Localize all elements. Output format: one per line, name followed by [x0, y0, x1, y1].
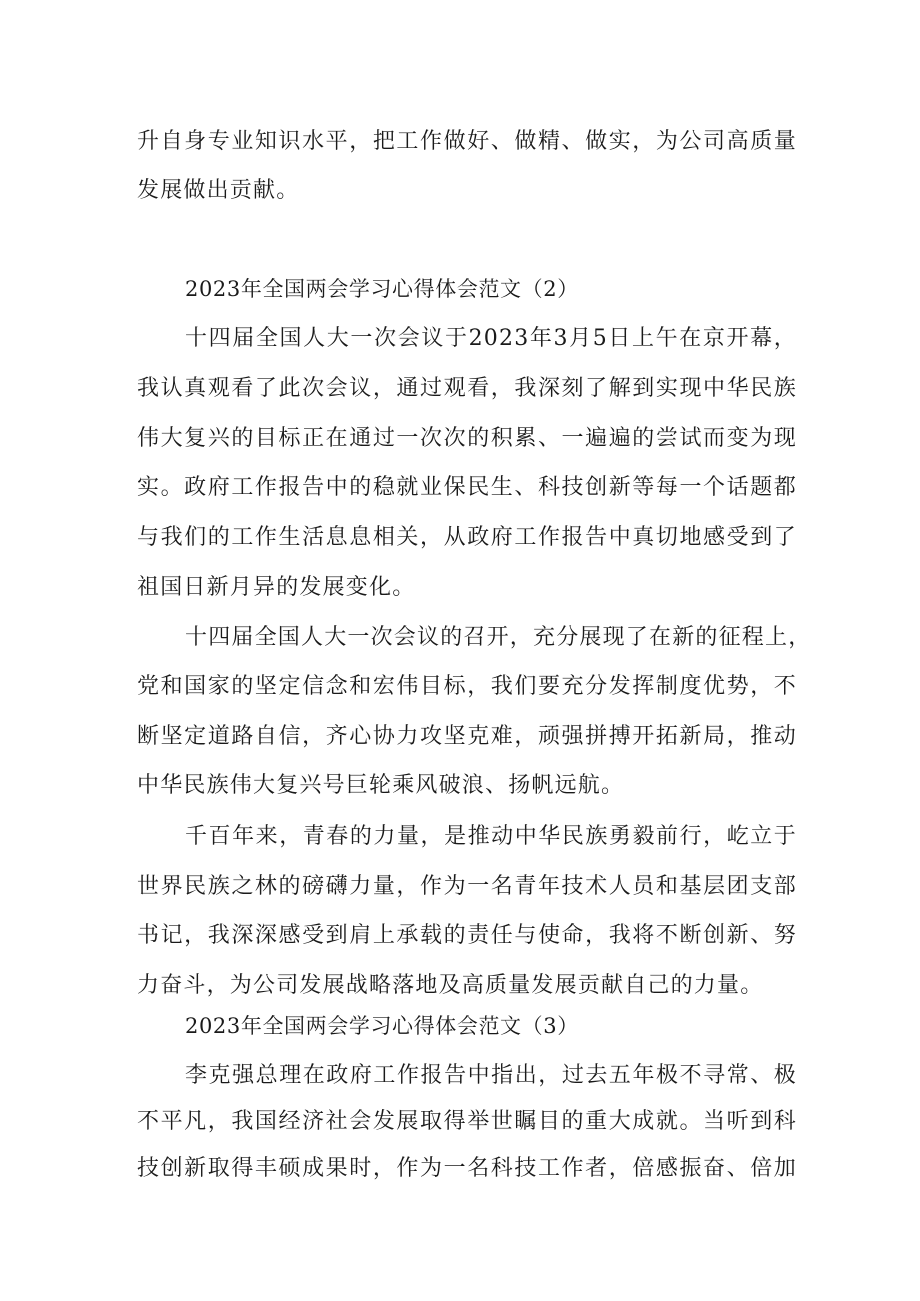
paragraph-0-line-2: 发展做出贡献。: [137, 178, 300, 203]
paragraph-1-line-5: 与我们的工作生活息息相关，从政府工作报告中真切地感受到了: [137, 525, 797, 550]
paragraph-2-line-4: 中华民族伟大复兴号巨轮乘风破浪、扬帆远航。: [137, 773, 625, 798]
paragraph-2-line-1: 十四届全国人大一次会议的召开，充分展现了在新的征程上，: [185, 625, 812, 650]
paragraph-2-line-2: 党和国家的坚定信念和宏伟目标，我们要充分发挥制度优势，不: [137, 674, 797, 699]
paragraph-1-line-6: 祖国日新月异的发展变化。: [137, 575, 416, 600]
paragraph-1-line-1: 十四届全国人大一次会议于2023年3月5日上午在京开幕，: [185, 326, 797, 351]
paragraph-4-line-3: 技创新取得丰硕成果时，作为一名科技工作者，倍感振奋、倍加: [137, 1156, 797, 1181]
paragraph-2-line-3: 断坚定道路自信，齐心协力攻坚克难，顽强拼搏开拓新局，推动: [137, 724, 797, 749]
paragraph-3-line-2: 世界民族之林的磅礴力量，作为一名青年技术人员和基层团支部: [137, 874, 797, 899]
section-heading-2: 2023年全国两会学习心得体会范文（2）: [185, 277, 579, 301]
paragraph-0-line-1: 升自身专业知识水平，把工作做好、做精、做实，为公司高质量: [137, 129, 797, 154]
paragraph-3-line-4: 力奋斗，为公司发展战略落地及高质量发展贡献自己的力量。: [137, 973, 764, 998]
paragraph-3-line-1: 千百年来，青春的力量，是推动中华民族勇毅前行，屹立于: [185, 824, 797, 849]
paragraph-3-line-3: 书记，我深深感受到肩上承载的责任与使命，我将不断创新、努: [137, 923, 797, 948]
paragraph-1-line-3: 伟大复兴的目标正在通过一次次的积累、一遍遍的尝试而变为现: [137, 426, 797, 451]
paragraph-4-line-1: 李克强总理在政府工作报告中指出，过去五年极不寻常、极: [185, 1063, 797, 1088]
paragraph-1-line-4: 实。政府工作报告中的稳就业保民生、科技创新等每一个话题都: [137, 475, 797, 500]
paragraph-4-line-2: 不平凡，我国经济社会发展取得举世瞩目的重大成就。当听到科: [137, 1109, 797, 1134]
section-heading-3: 2023年全国两会学习心得体会范文（3）: [185, 1014, 579, 1038]
paragraph-1-line-2: 我认真观看了此次会议，通过观看，我深刻了解到实现中华民族: [137, 376, 797, 401]
